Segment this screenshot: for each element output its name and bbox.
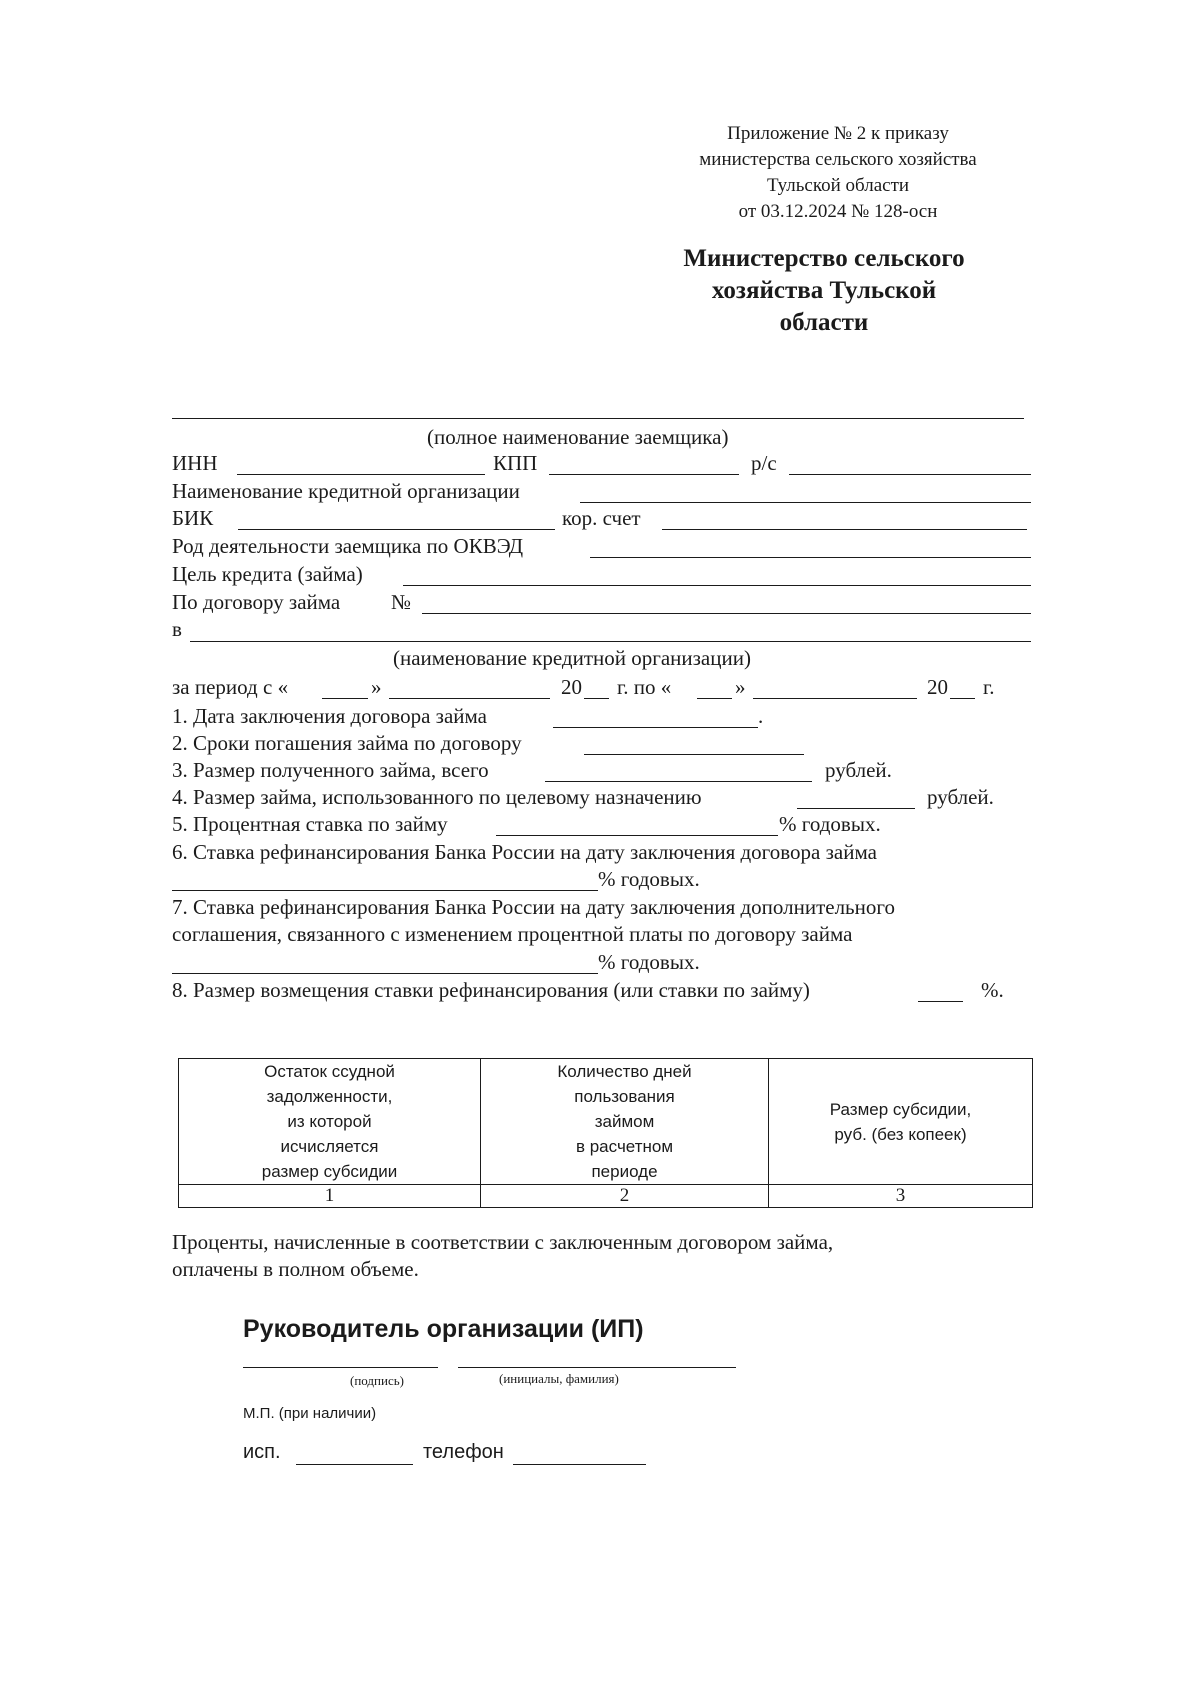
table-header-balance [179, 1059, 481, 1185]
kor-field[interactable] [662, 529, 1027, 530]
item-3-rubles: рублей. [825, 758, 892, 782]
table-header-days-line: пользования [574, 1087, 675, 1106]
addressee-line-1: Министерство сельского [683, 245, 965, 272]
bank-name-field[interactable] [580, 502, 1031, 503]
signature-heading: Руководитель организации (ИП) [243, 1315, 644, 1343]
rs-label: р/с [751, 451, 777, 475]
kor-label: кор. счет [562, 506, 641, 530]
period-from-quote: » [371, 675, 382, 699]
item-4-field[interactable] [797, 808, 915, 809]
contract-number-sign: № [391, 590, 412, 614]
appendix-line-3: Тульской области [766, 175, 910, 196]
period-from-day-field[interactable] [322, 698, 368, 699]
rs-field[interactable] [789, 474, 1031, 475]
executor-label: исп. [243, 1441, 281, 1463]
borrower-name-field[interactable] [172, 418, 1024, 419]
bank-in-field[interactable] [190, 641, 1031, 642]
contract-label: По договору займа [172, 590, 341, 614]
table-header-subsidy [769, 1059, 1033, 1185]
signature-caption: (подпись) [350, 1373, 404, 1388]
table-header-subsidy-line: Размер субсидии, [829, 1099, 972, 1119]
appendix-line-2: министерства сельского хозяйства [699, 149, 977, 170]
bik-label: БИК [172, 506, 214, 530]
item-7-pct: % годовых. [598, 950, 700, 974]
period-to-year-field[interactable] [950, 698, 975, 699]
period-to-year-suffix: г. [983, 675, 995, 699]
period-from-month-field[interactable] [389, 698, 550, 699]
table-header-balance-line: Остаток ссудной [264, 1062, 395, 1081]
item-4-rubles: рублей. [927, 785, 994, 809]
signature-field[interactable] [243, 1367, 438, 1368]
appendix-line-1: Приложение № 2 к приказу [727, 123, 949, 144]
item-5-label: 5. Процентная ставка по займу [172, 812, 448, 836]
item-7-label-line-1: 7. Ставка рефинансирования Банка России на дату заключения дополнительного [172, 895, 895, 919]
item-5-field[interactable] [496, 835, 778, 836]
table-header-row [179, 1059, 1033, 1185]
table-header-balance-line: размер субсидии [261, 1162, 398, 1181]
table-header-days-line: в расчетном [575, 1137, 674, 1156]
appendix-line-4: от 03.12.2024 № 128-осн [738, 201, 938, 222]
item-7-field[interactable] [172, 973, 598, 974]
table-header-balance-line: из которой [287, 1112, 372, 1131]
addressee-line-3: области [779, 309, 869, 336]
item-6-pct: % годовых. [598, 867, 700, 891]
borrower-caption: (полное наименование заемщика) [427, 425, 729, 449]
stamp-label: М.П. (при наличии) [243, 1405, 377, 1422]
name-field[interactable] [458, 1367, 736, 1368]
table-col-number: 3 [769, 1185, 1033, 1208]
executor-field[interactable] [296, 1464, 413, 1465]
item-5-pct: % годовых. [779, 812, 881, 836]
table-header-balance-line: исчисляется [280, 1137, 379, 1156]
period-from-year-prefix: 20 [561, 675, 582, 699]
kpp-field[interactable] [549, 474, 739, 475]
table-col-number: 2 [481, 1185, 769, 1208]
note-line-1: Проценты, начисленные в соответствии с заключенным договором займа, [172, 1230, 834, 1254]
table-header-days-line: периоде [591, 1162, 658, 1181]
item-1-field[interactable] [553, 727, 758, 728]
bank-caption: (наименование кредитной организации) [393, 646, 751, 670]
in-label: в [172, 617, 182, 641]
item-6-field[interactable] [172, 890, 598, 891]
period-from-label: за период с « [172, 675, 289, 699]
item-7-label-line-2: соглашения, связанного с изменением процентной платы по договору займа [172, 922, 853, 946]
table-header-days-line: займом [594, 1112, 655, 1131]
okved-field[interactable] [590, 557, 1031, 558]
purpose-field[interactable] [403, 585, 1031, 586]
phone-field[interactable] [513, 1464, 646, 1465]
period-to-quote: » [735, 675, 746, 699]
period-to-day-field[interactable] [697, 698, 732, 699]
addressee-line-2: хозяйства Тульской [711, 277, 937, 304]
item-8-label: 8. Размер возмещения ставки рефинансирования (или ставки по займу) [172, 978, 810, 1002]
table-header-subsidy-line: руб. (без копеек) [834, 1124, 967, 1144]
contract-number-field[interactable] [422, 613, 1031, 614]
kpp-label: КПП [493, 451, 538, 475]
okved-label: Род деятельности заемщика по ОКВЭД [172, 534, 524, 558]
table-header-days [481, 1059, 769, 1185]
item-2-field[interactable] [584, 754, 804, 755]
table-header-days-line: Количество дней [557, 1062, 692, 1081]
note-line-2: оплачены в полном объеме. [172, 1257, 419, 1281]
bank-name-label: Наименование кредитной организации [172, 479, 520, 503]
subsidy-table [178, 1058, 1033, 1208]
item-4-label: 4. Размер займа, использованного по целевому назначению [172, 785, 702, 809]
item-3-field[interactable] [545, 781, 812, 782]
inn-label: ИНН [172, 451, 218, 475]
phone-label: телефон [423, 1441, 504, 1463]
item-2-label: 2. Сроки погашения займа по договору [172, 731, 522, 755]
table-col-number: 1 [179, 1185, 481, 1208]
period-to-year-prefix: 20 [927, 675, 948, 699]
bik-field[interactable] [238, 529, 555, 530]
period-to-label: г. по « [617, 675, 672, 699]
purpose-label: Цель кредита (займа) [172, 562, 363, 586]
item-1-dot: . [758, 704, 764, 728]
name-caption: (инициалы, фамилия) [499, 1371, 619, 1386]
table-header-balance-line: задолженности, [266, 1087, 393, 1106]
item-8-pct: %. [981, 978, 1004, 1002]
period-to-month-field[interactable] [753, 698, 917, 699]
item-6-label: 6. Ставка рефинансирования Банка России на дату заключения договора займа [172, 840, 877, 864]
period-from-year-field[interactable] [584, 698, 609, 699]
item-8-field[interactable] [918, 1001, 963, 1002]
inn-field[interactable] [237, 474, 485, 475]
item-3-label: 3. Размер полученного займа, всего [172, 758, 489, 782]
item-1-label: 1. Дата заключения договора займа [172, 704, 487, 728]
table-number-row [179, 1185, 1033, 1208]
